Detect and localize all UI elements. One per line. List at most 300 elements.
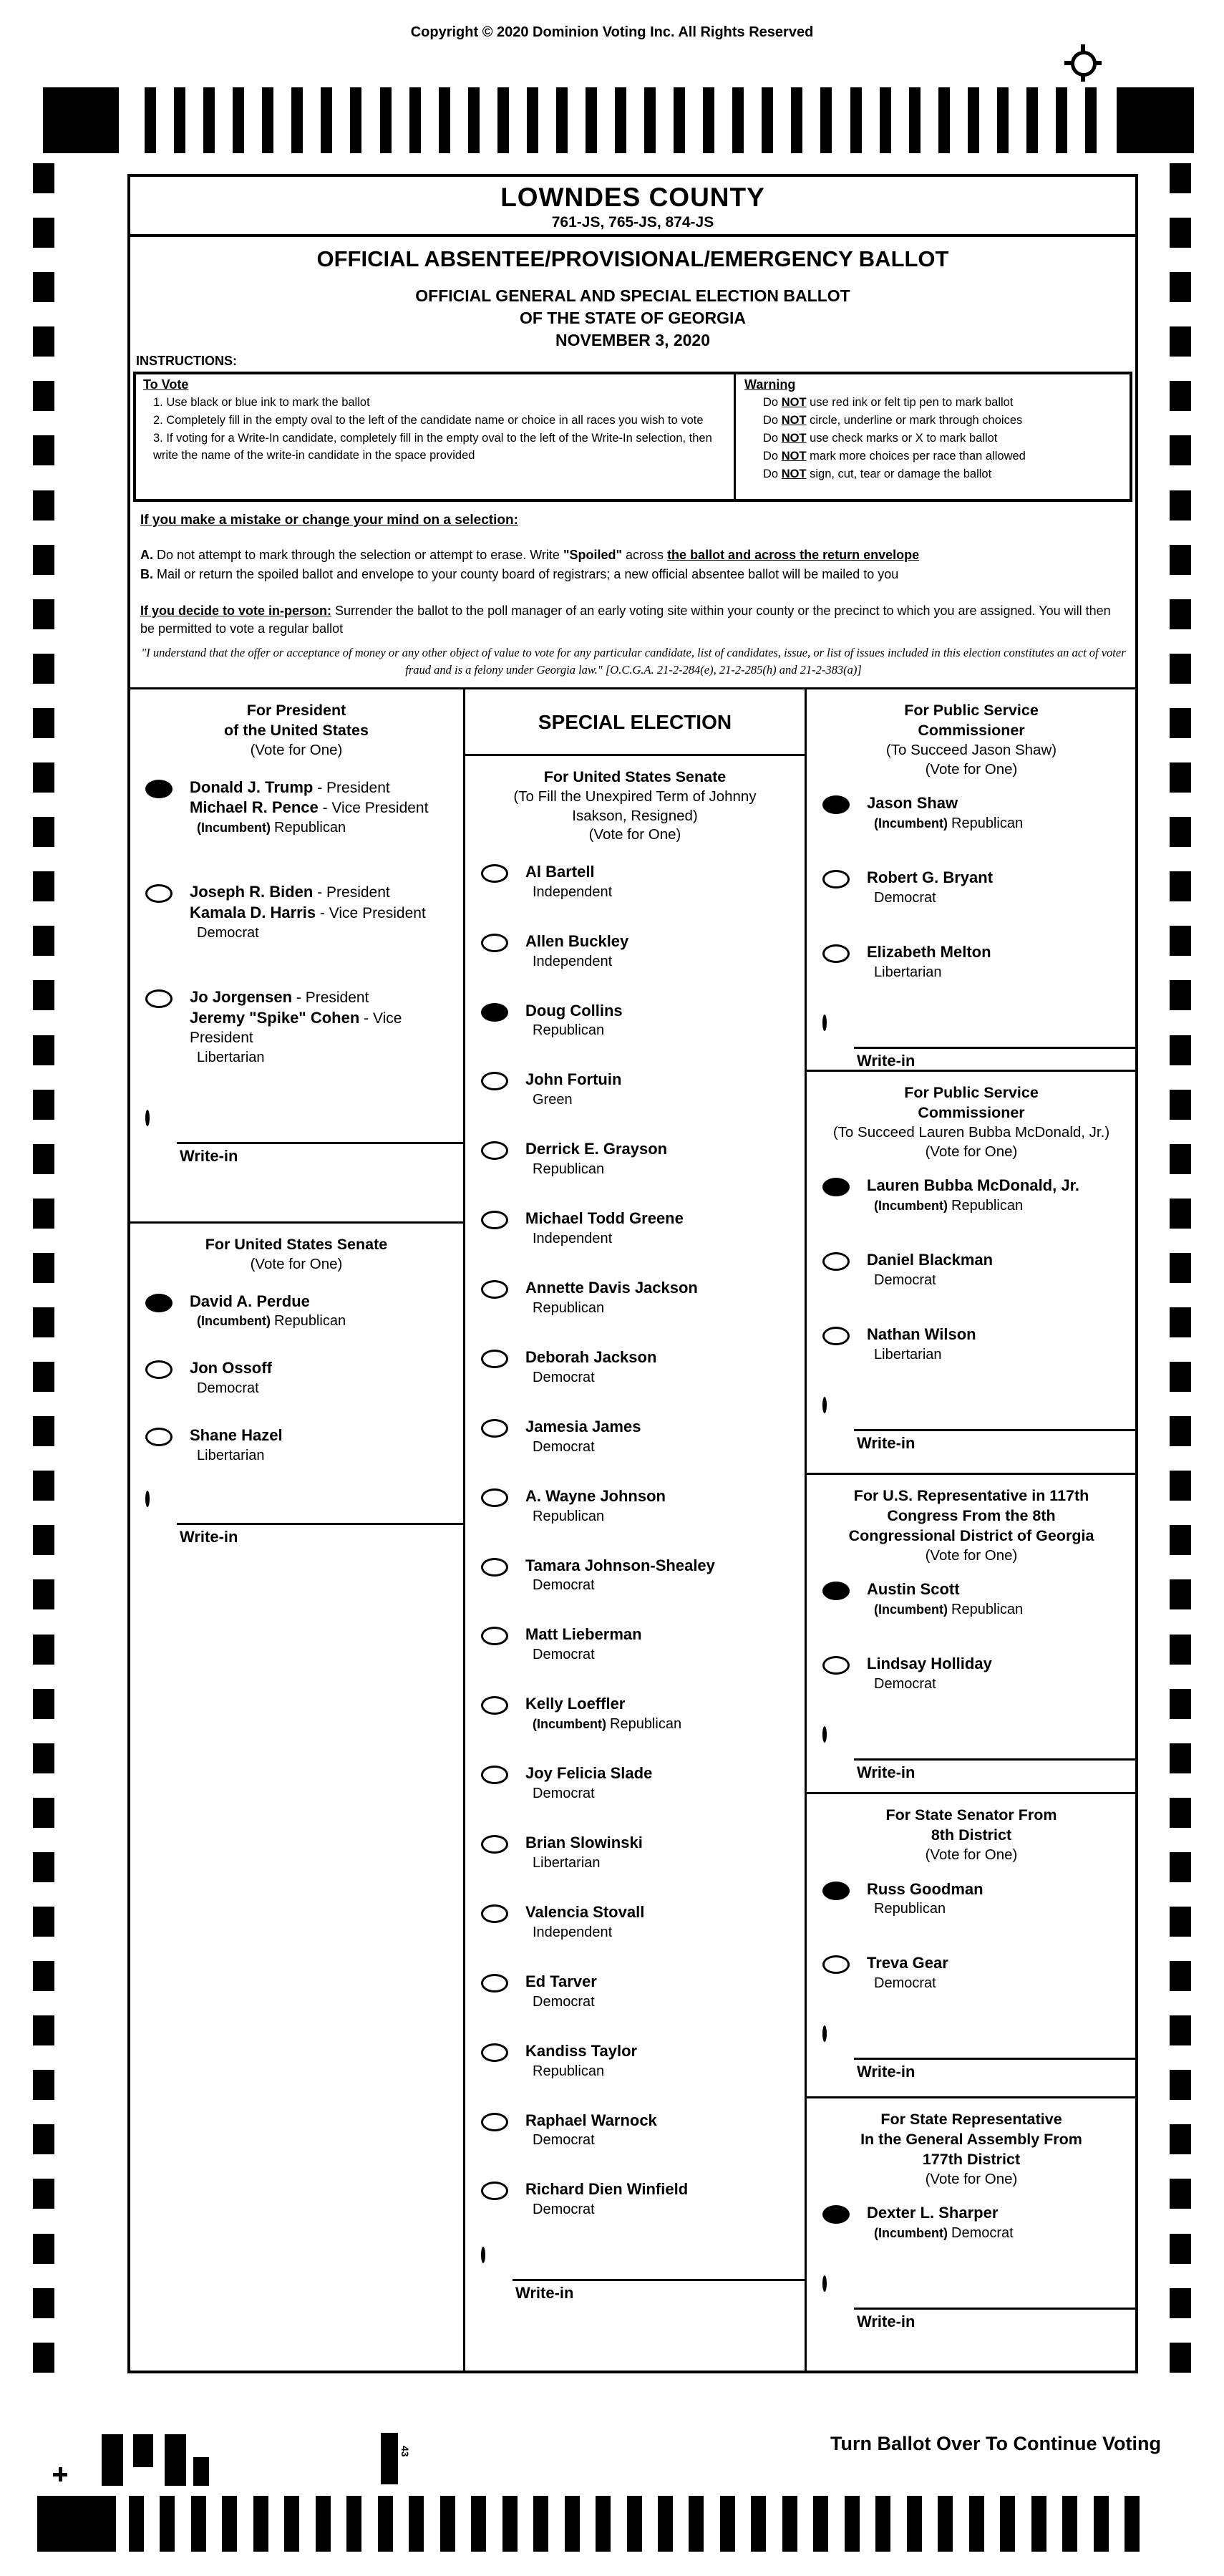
timing-bar [850, 87, 862, 153]
write-in-label: Write-in [857, 1433, 915, 1452]
race-subtitle: Isakson, Resigned) [572, 807, 698, 824]
race-section-us-senate [130, 1224, 463, 1584]
candidate-name-line [867, 868, 993, 888]
to-vote-item: 2. Completely fill in the empty oval to the left of the candidate name or choice in all races you wish to vote [153, 413, 704, 427]
candidate-name: Michael Todd Greene [525, 1209, 684, 1228]
candidate-party: (Incumbent) Republican [197, 820, 346, 836]
candidate-office-suffix: - President [292, 989, 369, 1007]
stub-barcode-bar [102, 2434, 123, 2486]
write-in-label: Write-in [180, 1146, 238, 1165]
candidate-name-line [525, 1417, 641, 1438]
candidate-name-line [867, 942, 991, 963]
race-title: In the General Assembly From [860, 2130, 1082, 2148]
candidate-oval[interactable] [145, 884, 173, 903]
write-in-label: Write-in [857, 2313, 915, 2331]
candidate-text [190, 987, 463, 1067]
timing-bar [346, 2496, 361, 2552]
timing-mark [33, 1471, 54, 1501]
candidate-name-line [867, 1325, 976, 1345]
candidate-oval[interactable] [481, 1211, 508, 1229]
timing-mark [33, 926, 54, 956]
incumbent-label: (Incumbent) [874, 1199, 951, 1214]
candidate-name: Nathan Wilson [867, 1325, 976, 1343]
timing-bar [440, 2496, 455, 2552]
timing-mark [33, 817, 54, 847]
candidate-row [130, 882, 463, 943]
timing-bar [380, 87, 392, 153]
candidate-oval[interactable] [822, 1327, 850, 1345]
write-in-rule [854, 2308, 1136, 2310]
timing-bar [533, 2496, 548, 2552]
race-header [807, 1475, 1136, 1565]
write-in-oval[interactable] [145, 1491, 150, 1507]
timing-mark [33, 326, 54, 357]
election-date: NOVEMBER 3, 2020 [555, 331, 711, 350]
write-in-rule [177, 1523, 463, 1525]
ballot-type-title: OFFICIAL ABSENTEE/PROVISIONAL/EMERGENCY BALLOT [316, 246, 949, 271]
candidate-name: Russ Goodman [867, 1879, 983, 1898]
write-in-oval[interactable] [822, 1726, 827, 1743]
candidate-text [867, 1953, 948, 1993]
incumbent-label: (Incumbent) [197, 820, 274, 836]
candidate-row [465, 1486, 805, 1526]
write-in-block [807, 1728, 1136, 1782]
race-header [807, 1794, 1136, 1865]
write-in-rule [513, 2279, 805, 2281]
candidate-name: Kamala D. Harris [190, 904, 316, 922]
candidate-name-line [525, 1833, 643, 1854]
timing-mark [1170, 980, 1191, 1010]
candidate-row [130, 1292, 463, 1332]
timing-mark [1170, 2179, 1191, 2209]
write-in-label: Write-in [515, 2284, 574, 2303]
election-title-line1: OFFICIAL GENERAL AND SPECIAL ELECTION BALLOT [415, 286, 850, 305]
timing-bar [689, 2496, 704, 2552]
candidate-oval-filled[interactable] [145, 1294, 173, 1312]
timing-mark [1170, 1090, 1191, 1120]
timing-mark [33, 2179, 54, 2209]
timing-bar [762, 87, 773, 153]
candidate-oval[interactable] [481, 1488, 508, 1507]
timing-bar [409, 87, 421, 153]
candidate-oval[interactable] [822, 944, 850, 963]
race-subtitle: (To Fill the Unexpired Term of Johnny [513, 788, 757, 805]
vote-for-instruction: (Vote for One) [925, 1143, 1018, 1160]
race-title: For State Representative [880, 2111, 1062, 2128]
candidate-row [807, 1325, 1136, 1365]
candidate-text [525, 2179, 688, 2219]
candidate-oval[interactable] [481, 934, 508, 952]
candidate-row [465, 1694, 805, 1734]
candidate-name: Derrick E. Grayson [525, 1140, 668, 1158]
timing-mark [1170, 871, 1191, 901]
timing-bar [782, 2496, 797, 2552]
timing-bar [845, 2496, 860, 2552]
candidate-row [465, 931, 805, 972]
candidate-name-line [867, 1176, 1079, 1196]
candidate-text [525, 1209, 684, 1249]
candidate-name: Kelly Loeffler [525, 1695, 626, 1713]
candidate-party: Democrat [874, 889, 936, 906]
timing-bar [350, 87, 361, 153]
candidate-oval[interactable] [145, 1360, 173, 1379]
timing-mark [1170, 1253, 1191, 1283]
candidate-office-suffix: - President [313, 779, 390, 796]
candidate-oval-filled[interactable] [822, 1882, 850, 1900]
candidate-oval[interactable] [481, 1072, 508, 1090]
candidate-oval[interactable] [481, 1974, 508, 1992]
candidate-name-line [867, 1579, 1023, 1600]
candidate-name: Brian Slowinski [525, 1834, 643, 1852]
timing-mark [33, 1416, 54, 1446]
candidate-name: Lindsay Holliday [867, 1655, 992, 1673]
timing-mark [33, 1090, 54, 1120]
mistake-heading: If you make a mistake or change your mind on a selection: [140, 513, 518, 528]
write-in-rule [177, 1142, 463, 1144]
timing-bar [969, 2496, 984, 2552]
timing-mark [1170, 2070, 1191, 2100]
candidate-oval[interactable] [481, 1141, 508, 1160]
candidate-oval[interactable] [481, 1766, 508, 1784]
special-election-header: SPECIAL ELECTION [465, 689, 805, 756]
instructions-box [133, 372, 1132, 502]
write-in-block [130, 1112, 463, 1166]
timing-bar [497, 87, 509, 153]
candidate-party: (Incumbent) Republican [874, 1198, 1024, 1214]
candidate-oval[interactable] [822, 1252, 850, 1271]
candidate-row [465, 2179, 805, 2219]
candidate-party: Democrat [533, 2202, 595, 2218]
candidate-row [465, 1347, 805, 1388]
write-in-label: Write-in [180, 1528, 238, 1546]
candidate-row [807, 1879, 1136, 1919]
write-in-rule [854, 1429, 1136, 1431]
candidate-oval-filled[interactable] [145, 780, 173, 798]
candidate-row [465, 1556, 805, 1596]
race-title: Congress From the 8th [887, 1506, 1056, 1524]
timing-bar [284, 2496, 299, 2552]
timing-mark [1170, 708, 1191, 738]
candidate-oval[interactable] [481, 1558, 508, 1577]
race-title: Commissioner [918, 1103, 1025, 1121]
candidate-name-line [525, 1278, 698, 1299]
candidate-party: Democrat [533, 1369, 595, 1385]
timing-mark [33, 272, 54, 302]
timing-mark [33, 1307, 54, 1337]
write-in-block [807, 2277, 1136, 2331]
timing-mark [1170, 1907, 1191, 1937]
race-subtitle: (To Succeed Lauren Bubba McDonald, Jr.) [832, 1123, 1110, 1141]
timing-mark [1170, 1471, 1191, 1501]
candidate-oval-filled[interactable] [822, 1582, 850, 1600]
candidate-oval[interactable] [481, 2043, 508, 2062]
candidate-name-line [190, 778, 428, 798]
timing-mark [33, 599, 54, 629]
timing-mark [1170, 326, 1191, 357]
candidate-text [525, 862, 612, 902]
candidate-name: Annette Davis Jackson [525, 1279, 698, 1297]
write-in-label: Write-in [857, 1051, 915, 1070]
timing-bar [291, 87, 303, 153]
write-in-oval[interactable] [822, 2275, 827, 2292]
race-section-usrep [807, 1475, 1136, 1794]
candidate-row [807, 1250, 1136, 1290]
candidate-name: Al Bartell [525, 862, 595, 881]
candidate-row [465, 1070, 805, 1110]
mistake-item-a: A. Do not attempt to mark through the selection or attempt to erase. Write "Spoiled" across the ballot and across the return envelope [140, 547, 920, 562]
race-header [130, 689, 463, 760]
timing-bar [751, 2496, 766, 2552]
write-in-oval[interactable] [822, 1397, 827, 1413]
empty-column-space [130, 1584, 463, 2371]
copyright-text: Copyright © 2020 Dominion Voting Inc. All Rights Reserved [410, 24, 814, 40]
race-title: For Public Service [904, 702, 1039, 719]
candidate-text [525, 1833, 643, 1873]
timing-marks-right [1170, 163, 1191, 2373]
candidate-oval-filled[interactable] [822, 795, 850, 814]
timing-bar [997, 87, 1009, 153]
candidate-name-line [190, 1358, 272, 1379]
timing-mark [1170, 1144, 1191, 1174]
timing-bar [596, 2496, 611, 2552]
mistake-item-b: B. Mail or return the spoiled ballot and envelope to your county board of registrars; a new official absentee ballot will be mailed to you [140, 566, 899, 581]
incumbent-label: (Incumbent) [533, 1717, 610, 1732]
candidate-row [465, 1278, 805, 1318]
timing-bar [378, 2496, 393, 2552]
candidate-office-suffix: - President [313, 884, 390, 901]
candidate-oval[interactable] [481, 1350, 508, 1368]
candidate-name: Ed Tarver [525, 1972, 597, 1990]
candidate-oval[interactable] [481, 1280, 508, 1299]
write-in-oval[interactable] [822, 2025, 827, 2042]
candidate-party: (Incumbent) Republican [874, 1602, 1024, 1618]
timing-bar [1062, 2496, 1077, 2552]
candidate-oval[interactable] [481, 2182, 508, 2200]
candidate-oval[interactable] [145, 1428, 173, 1446]
timing-bar [1031, 2496, 1046, 2552]
timing-bar [1026, 87, 1038, 153]
race-title: For State Senator From [885, 1806, 1057, 1824]
to-vote-item: 1. Use black or blue ink to mark the ballot [153, 396, 370, 409]
candidate-oval[interactable] [481, 1696, 508, 1715]
vote-for-instruction: (Vote for One) [925, 1846, 1018, 1863]
to-vote-item: 3. If voting for a Write-In candidate, completely fill in the empty oval to the left of the Write-In selection, then write the name of the write-in candidate in the space provided [153, 431, 712, 463]
warning-item: Do NOT mark more choices per race than allowed [763, 450, 1026, 463]
timing-bar [527, 87, 538, 153]
timing-mark [1170, 490, 1191, 520]
timing-bar [968, 87, 979, 153]
timing-mark [33, 871, 54, 901]
candidate-name: Treva Gear [867, 1954, 948, 1972]
candidate-oval[interactable] [481, 1627, 508, 1645]
candidate-party: Democrat [874, 1975, 936, 1992]
candidate-text [867, 1879, 983, 1919]
candidate-name: Daniel Blackman [867, 1251, 994, 1269]
candidate-name-line [525, 1763, 652, 1784]
timing-bar [658, 2496, 673, 2552]
timing-bar [732, 87, 744, 153]
races-column-1 [130, 689, 465, 2371]
timing-bar [938, 2496, 953, 2552]
timing-mark [33, 1579, 54, 1609]
timing-mark [1170, 2288, 1191, 2318]
candidate-name-line [525, 1556, 715, 1577]
write-in-oval[interactable] [822, 1015, 827, 1031]
candidate-oval[interactable] [481, 864, 508, 883]
timing-bar [615, 87, 626, 153]
race-title: For Public Service [904, 1084, 1039, 1101]
candidate-party: (Incumbent) Democrat [874, 2225, 1014, 2242]
timing-mark [33, 490, 54, 520]
timing-mark [33, 1525, 54, 1555]
candidate-text [190, 1292, 346, 1332]
candidate-text [190, 1358, 272, 1398]
candidate-oval[interactable] [822, 1656, 850, 1675]
stub-barcode-bar [381, 2433, 398, 2484]
timing-mark [33, 218, 54, 248]
race-header [130, 1224, 463, 1274]
candidate-text [525, 1486, 666, 1526]
timing-mark [33, 381, 54, 411]
candidate-oval-filled[interactable] [481, 1003, 508, 1022]
candidate-name: Doug Collins [525, 1001, 623, 1020]
candidate-name: Kandiss Taylor [525, 2041, 638, 2060]
candidate-text [525, 1070, 621, 1110]
timing-bar [1094, 2496, 1109, 2552]
candidate-oval-filled[interactable] [822, 2205, 850, 2224]
candidate-row [807, 868, 1136, 908]
candidate-party: Republican [533, 2063, 605, 2079]
race-title: Congressional District of Georgia [848, 1526, 1094, 1544]
candidate-oval[interactable] [822, 870, 850, 888]
candidate-text [525, 931, 628, 972]
timing-mark [1170, 1852, 1191, 1882]
candidate-oval-filled[interactable] [822, 1178, 850, 1196]
stub-barcode-bar [133, 2434, 153, 2467]
county-name: LOWNDES COUNTY [500, 183, 765, 212]
candidate-row [465, 1833, 805, 1873]
candidate-party: Democrat [533, 1438, 595, 1455]
candidate-name-line [525, 862, 612, 883]
timing-mark [1170, 1307, 1191, 1337]
race-title: For U.S. Representative in 117th [853, 1487, 1089, 1504]
timing-bar [471, 2496, 486, 2552]
candidate-name: Raphael Warnock [525, 2111, 657, 2129]
timing-bar [875, 2496, 890, 2552]
timing-mark [33, 980, 54, 1010]
race-section-psc2 [807, 1072, 1136, 1475]
candidate-name-line [525, 1070, 621, 1090]
vote-for-instruction: (Vote for One) [250, 741, 343, 758]
timing-marks-bottom [129, 2496, 1140, 2552]
write-in-rule [854, 1758, 1136, 1761]
timing-bar [203, 87, 215, 153]
timing-mark [1170, 2015, 1191, 2045]
race-title: 8th District [931, 1826, 1012, 1844]
timing-bar [1125, 2496, 1140, 2552]
candidate-office-suffix: - Vice President [318, 800, 429, 817]
candidate-name-line [867, 1953, 948, 1974]
timing-bar [644, 87, 656, 153]
candidate-oval[interactable] [481, 1835, 508, 1854]
candidate-name: Jamesia James [525, 1417, 641, 1435]
county-header-box [127, 174, 1138, 237]
write-in-oval[interactable] [145, 1110, 150, 1126]
timing-mark [33, 2343, 54, 2373]
timing-bar [174, 87, 185, 153]
candidate-row [130, 1425, 463, 1466]
candidate-text [867, 1176, 1079, 1216]
candidate-party: Democrat [197, 1380, 259, 1397]
candidate-name: Tamara Johnson-Shealey [525, 1556, 715, 1574]
candidate-name: Joseph R. Biden [190, 883, 314, 901]
candidate-row [465, 2041, 805, 2081]
candidate-row [465, 1972, 805, 2012]
candidate-party: Libertarian [197, 1049, 265, 1065]
candidate-office-suffix: - Vice President [316, 905, 426, 922]
write-in-rule [854, 2058, 1136, 2060]
candidate-name-line [190, 798, 428, 818]
timing-bar [321, 87, 332, 153]
candidate-row [465, 1001, 805, 1041]
timing-mark [1170, 2234, 1191, 2264]
timing-mark [1170, 1635, 1191, 1665]
candidate-party: Republican [533, 1508, 605, 1524]
candidate-party: Independent [533, 1924, 613, 1940]
timing-mark [1170, 1525, 1191, 1555]
timing-bar [316, 2496, 331, 2552]
candidate-name-line [525, 1347, 656, 1368]
timing-bar [720, 2496, 735, 2552]
candidate-name: Dexter L. Sharper [867, 2204, 999, 2222]
write-in-block [130, 1493, 463, 1546]
timing-bar [191, 2496, 206, 2552]
candidate-name: John Fortuin [525, 1070, 622, 1089]
candidate-row [807, 1176, 1136, 1216]
timing-bar [880, 87, 891, 153]
candidate-row [807, 793, 1136, 833]
write-in-block [807, 1017, 1136, 1070]
candidate-name-line [525, 1694, 681, 1715]
candidate-oval[interactable] [481, 1419, 508, 1438]
to-vote-title: To Vote [143, 377, 189, 392]
race-title: For President [246, 702, 346, 719]
candidate-text [525, 1556, 715, 1596]
candidate-name: Valencia Stovall [525, 1902, 645, 1921]
timing-marks-top [145, 87, 1097, 153]
candidate-text [190, 882, 426, 943]
write-in-oval[interactable] [481, 2247, 485, 2263]
candidate-row [465, 1624, 805, 1665]
race-title: 177th District [922, 2150, 1021, 2168]
timing-mark [33, 1144, 54, 1174]
candidate-oval[interactable] [145, 989, 173, 1008]
timing-mark [1170, 762, 1191, 793]
candidate-oval[interactable] [481, 1904, 508, 1923]
candidate-name-line [190, 987, 463, 1008]
timing-mark [1170, 1416, 1191, 1446]
stub-number: 43 [399, 2446, 411, 2457]
candidate-name: Elizabeth Melton [867, 942, 991, 961]
stub-barcode-bar [193, 2457, 209, 2486]
write-in-block [807, 1399, 1136, 1453]
candidate-row [807, 1654, 1136, 1694]
candidate-oval[interactable] [481, 2113, 508, 2131]
candidate-name-line [867, 1879, 983, 1900]
candidate-oval[interactable] [822, 1955, 850, 1974]
candidate-name: Michael R. Pence [190, 798, 319, 817]
timing-bar [1085, 87, 1097, 153]
